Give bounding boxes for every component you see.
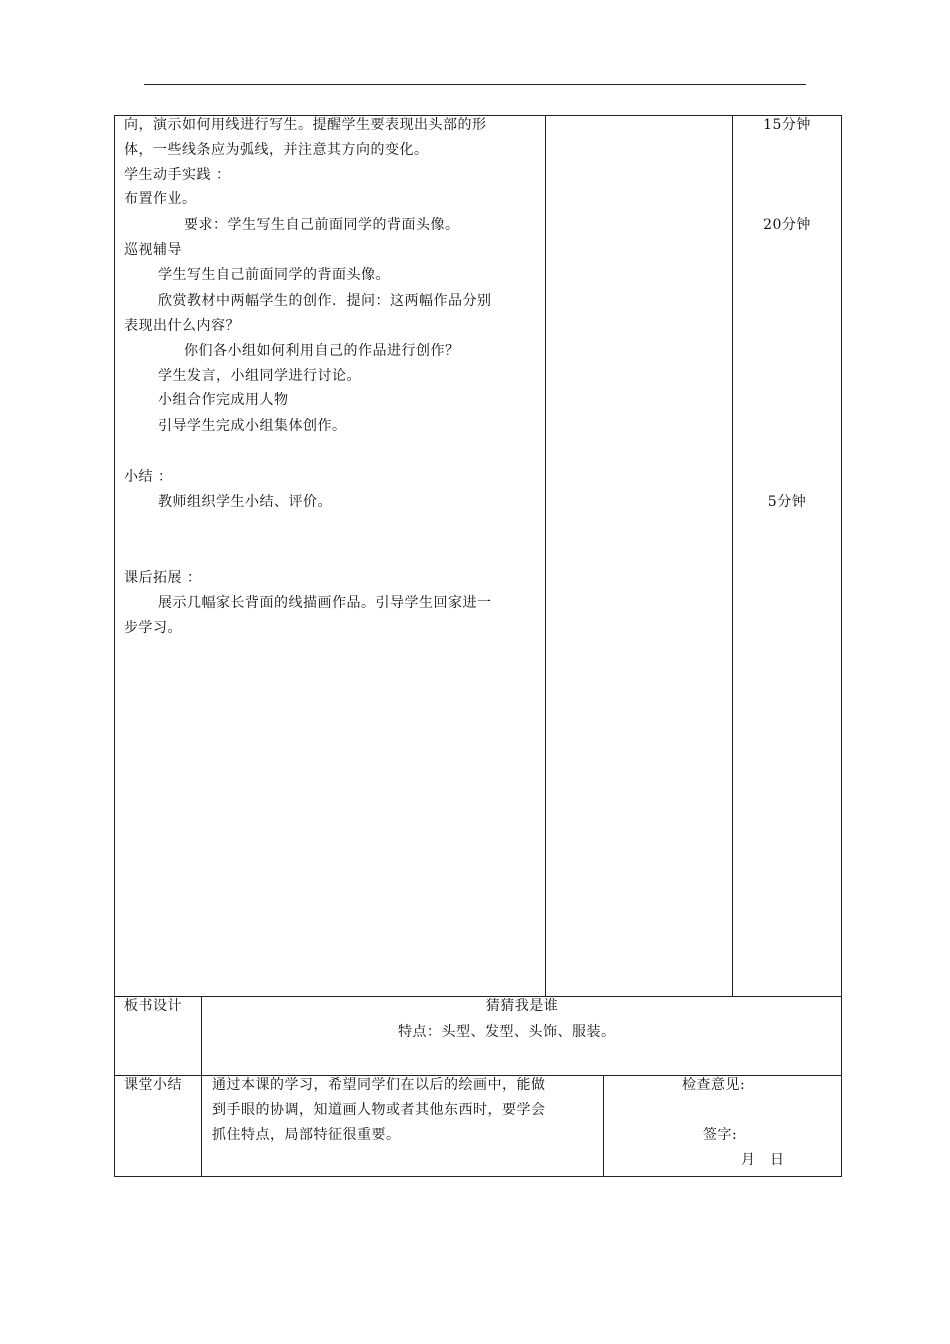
process-line: 体，一些线条应为弧线，并注意其方向的变化。 [124,142,429,158]
process-line: 学生动手实践 ： [124,167,231,183]
process-line: 学生发言，小组同学进行讨论。 [158,368,361,384]
label-column-divider [201,996,202,1177]
process-line: 引导学生完成小组集体创作。 [158,418,347,434]
column-divider-1 [545,115,546,996]
time-label: 5分钟 [767,494,807,510]
time-label: 20分钟 [763,217,811,233]
board-title: 猜猜我是谁 [485,998,559,1014]
process-line: 小组合作完成用人物 [158,392,289,408]
process-line: 小结 ： [124,469,173,485]
process-line: 欣赏教材中两幅学生的创作．提问：这两幅作品分别 [158,293,492,309]
process-line: 布置作业。 [124,191,197,207]
process-line: 表现出什么内容？ [124,318,240,334]
process-line: 你们各小组如何利用自己的作品进行创作？ [184,343,460,359]
summary-line: 抓住特点，局部特征很重要。 [212,1127,401,1143]
summary-line: 到手眼的协调，知道画人物或者其他东西时，要学会 [212,1102,546,1118]
column-divider-2 [732,115,733,996]
date-label: 月 日 [741,1152,785,1168]
class-summary-label: 课堂小结 [124,1077,182,1093]
signature-label: 签字: [703,1127,738,1143]
summary-line: 通过本课的学习，希望同学们在以后的绘画中，能做 [212,1077,546,1093]
check-opinion-label: 检查意见: [682,1077,746,1093]
check-column-divider [603,1075,604,1177]
time-label: 15分钟 [763,117,811,133]
process-line: 学生写生自己前面同学的背面头像。 [158,267,390,283]
process-line: 向，演示如何用线进行写生。提醒学生要表现出头部的形 [124,117,487,133]
board-design-label: 板书设计 [124,998,182,1014]
process-line: 巡视辅导 [124,242,182,258]
process-line: 要求：学生写生自己前面同学的背面头像。 [184,217,460,233]
process-line: 教师组织学生小结、评价。 [158,494,332,510]
header-rule [144,84,806,85]
board-features: 特点：头型、发型、头饰、服装。 [398,1024,616,1040]
process-line: 步学习。 [124,620,182,636]
process-line: 展示几幅家长背面的线描画作品。引导学生回家进一 [158,595,492,611]
process-line: 课后拓展 ： [124,570,202,586]
